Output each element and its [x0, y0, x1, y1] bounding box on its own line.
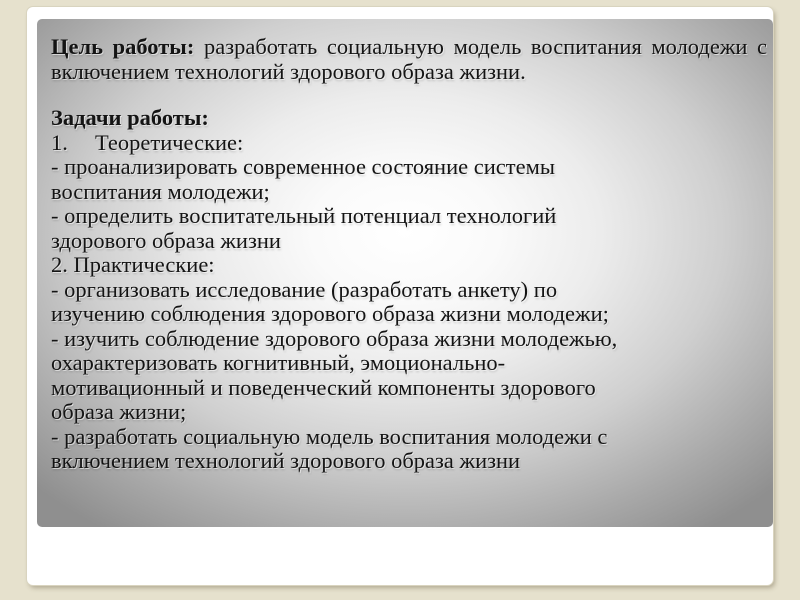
goal-paragraph	[51, 35, 767, 84]
task-line: образа жизни;	[51, 399, 187, 424]
section-title: Теоретические:	[95, 129, 244, 155]
task-line: воспитания молодежи;	[51, 178, 270, 204]
task-section-theoretical	[51, 131, 767, 156]
task-line: включением технологий здорового образа жизни	[51, 448, 521, 473]
task-section-practical: 2. Практические:	[51, 252, 215, 277]
goal-label: Цель работы:	[51, 34, 195, 59]
goal-text: разработать социальную модель воспитания молодежи с включением технологий здорового образа жизни.	[51, 34, 767, 84]
task-line: - организовать исследование (разработать анкету) по	[51, 276, 558, 302]
slide	[27, 7, 773, 585]
slide-content	[51, 35, 767, 474]
task-line: - разработать социальную модель воспитания молодежи с	[51, 423, 608, 449]
tasks-title: Задачи работы:	[51, 105, 209, 130]
section-number: 1.	[51, 129, 68, 155]
task-line: - изучить соблюдение здорового образа жизни молодежью,	[51, 325, 618, 351]
task-line: изучению соблюдения здорового образа жизни молодежи;	[51, 301, 609, 326]
task-line: - определить воспитательный потенциал технологий	[51, 203, 557, 228]
task-line: здорового образа жизни	[51, 227, 281, 253]
task-line: - проанализировать современное состояние системы	[51, 154, 555, 179]
task-line: мотивационный и поведенческий компоненты здорового	[51, 374, 596, 400]
task-line: охарактеризовать когнитивный, эмоционально-	[51, 350, 506, 375]
